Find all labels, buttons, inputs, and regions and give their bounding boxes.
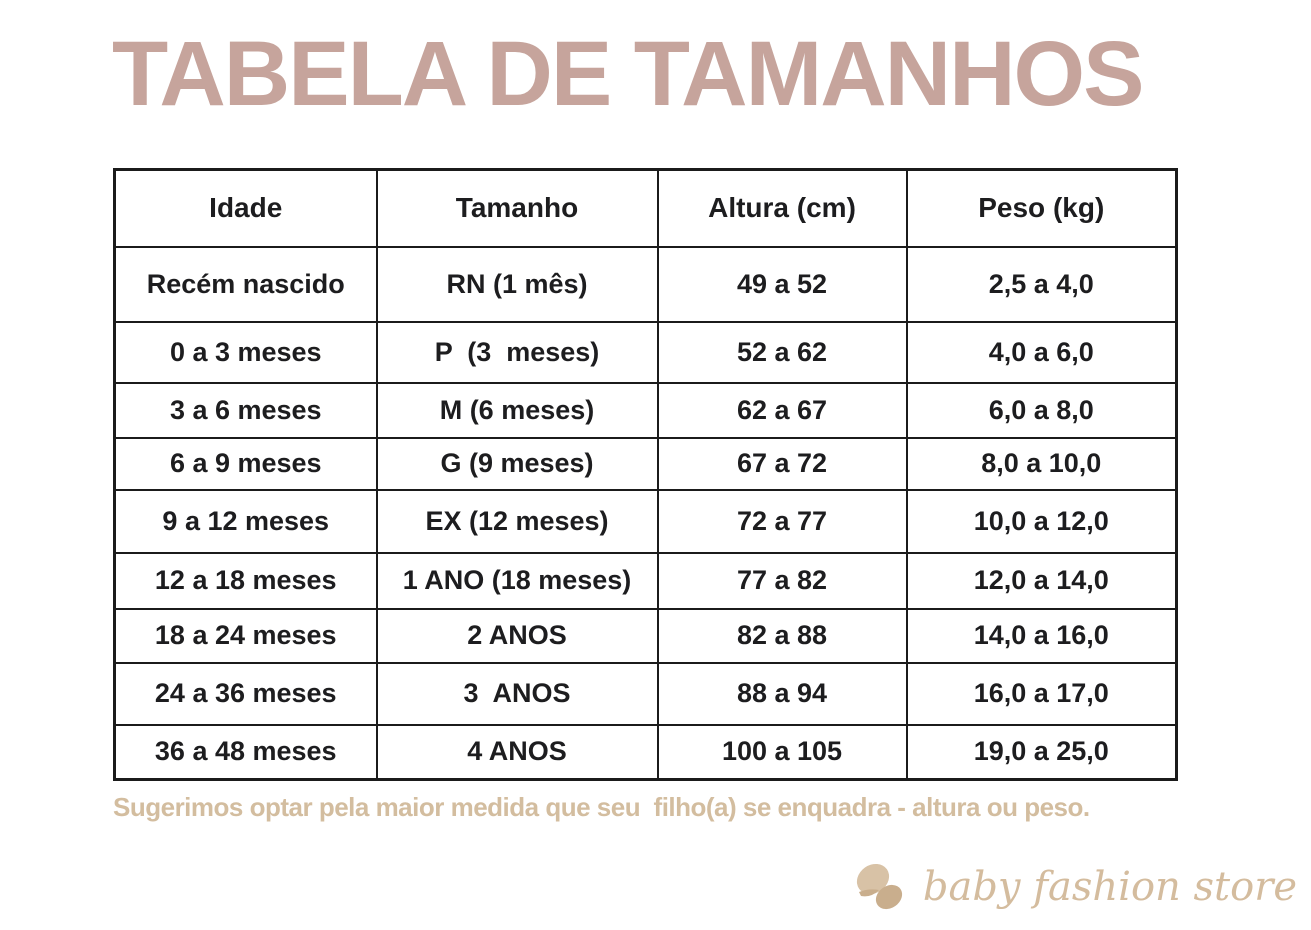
brand-logo — [849, 858, 1297, 916]
cell-tamanho: EX (12 meses) — [377, 490, 658, 553]
cell-tamanho: 4 ANOS — [377, 725, 658, 780]
cell-tamanho: 3 ANOS — [377, 663, 658, 725]
cell-idade: 24 a 36 meses — [115, 663, 377, 725]
cell-peso: 4,0 a 6,0 — [907, 322, 1177, 383]
cell-tamanho: P (3 meses) — [377, 322, 658, 383]
cell-idade: 9 a 12 meses — [115, 490, 377, 553]
cell-idade: 6 a 9 meses — [115, 438, 377, 490]
cell-peso: 2,5 a 4,0 — [907, 247, 1177, 322]
cell-idade: 12 a 18 meses — [115, 553, 377, 609]
cell-peso: 6,0 a 8,0 — [907, 383, 1177, 438]
table-row — [115, 609, 1177, 663]
size-table — [113, 168, 1178, 781]
cell-tamanho: G (9 meses) — [377, 438, 658, 490]
cell-peso: 19,0 a 25,0 — [907, 725, 1177, 780]
page-title: TABELA DE TAMANHOS — [112, 23, 1143, 125]
cell-peso: 14,0 a 16,0 — [907, 609, 1177, 663]
cell-peso: 16,0 a 17,0 — [907, 663, 1177, 725]
cell-altura: 100 a 105 — [658, 725, 907, 780]
header-idade: Idade — [115, 170, 377, 247]
cell-peso: 10,0 a 12,0 — [907, 490, 1177, 553]
brand-name: baby fashion store — [922, 864, 1297, 910]
cell-altura: 77 a 82 — [658, 553, 907, 609]
cell-altura: 72 a 77 — [658, 490, 907, 553]
table-row — [115, 553, 1177, 609]
cell-idade: 36 a 48 meses — [115, 725, 377, 780]
table-row — [115, 490, 1177, 553]
cell-altura: 67 a 72 — [658, 438, 907, 490]
cell-altura: 49 a 52 — [658, 247, 907, 322]
cell-peso: 8,0 a 10,0 — [907, 438, 1177, 490]
cell-altura: 62 a 67 — [658, 383, 907, 438]
size-note: Sugerimos optar pela maior medida que seu filho(a) se enquadra - altura ou peso. — [113, 792, 1090, 822]
cell-altura: 52 a 62 — [658, 322, 907, 383]
cell-tamanho: RN (1 mês) — [377, 247, 658, 322]
cell-idade: Recém nascido — [115, 247, 377, 322]
cell-tamanho: 1 ANO (18 meses) — [377, 553, 658, 609]
table-row — [115, 663, 1177, 725]
cell-altura: 88 a 94 — [658, 663, 907, 725]
header-peso: Peso (kg) — [907, 170, 1177, 247]
butterfly-icon — [849, 858, 915, 916]
cell-altura: 82 a 88 — [658, 609, 907, 663]
table-row — [115, 322, 1177, 383]
header-tamanho: Tamanho — [377, 170, 658, 247]
table-row — [115, 247, 1177, 322]
table-row — [115, 438, 1177, 490]
table-row — [115, 725, 1177, 780]
table-header-row — [115, 170, 1177, 247]
cell-tamanho: 2 ANOS — [377, 609, 658, 663]
header-altura: Altura (cm) — [658, 170, 907, 247]
cell-idade: 18 a 24 meses — [115, 609, 377, 663]
cell-idade: 0 a 3 meses — [115, 322, 377, 383]
table-row — [115, 383, 1177, 438]
cell-idade: 3 a 6 meses — [115, 383, 377, 438]
cell-peso: 12,0 a 14,0 — [907, 553, 1177, 609]
cell-tamanho: M (6 meses) — [377, 383, 658, 438]
